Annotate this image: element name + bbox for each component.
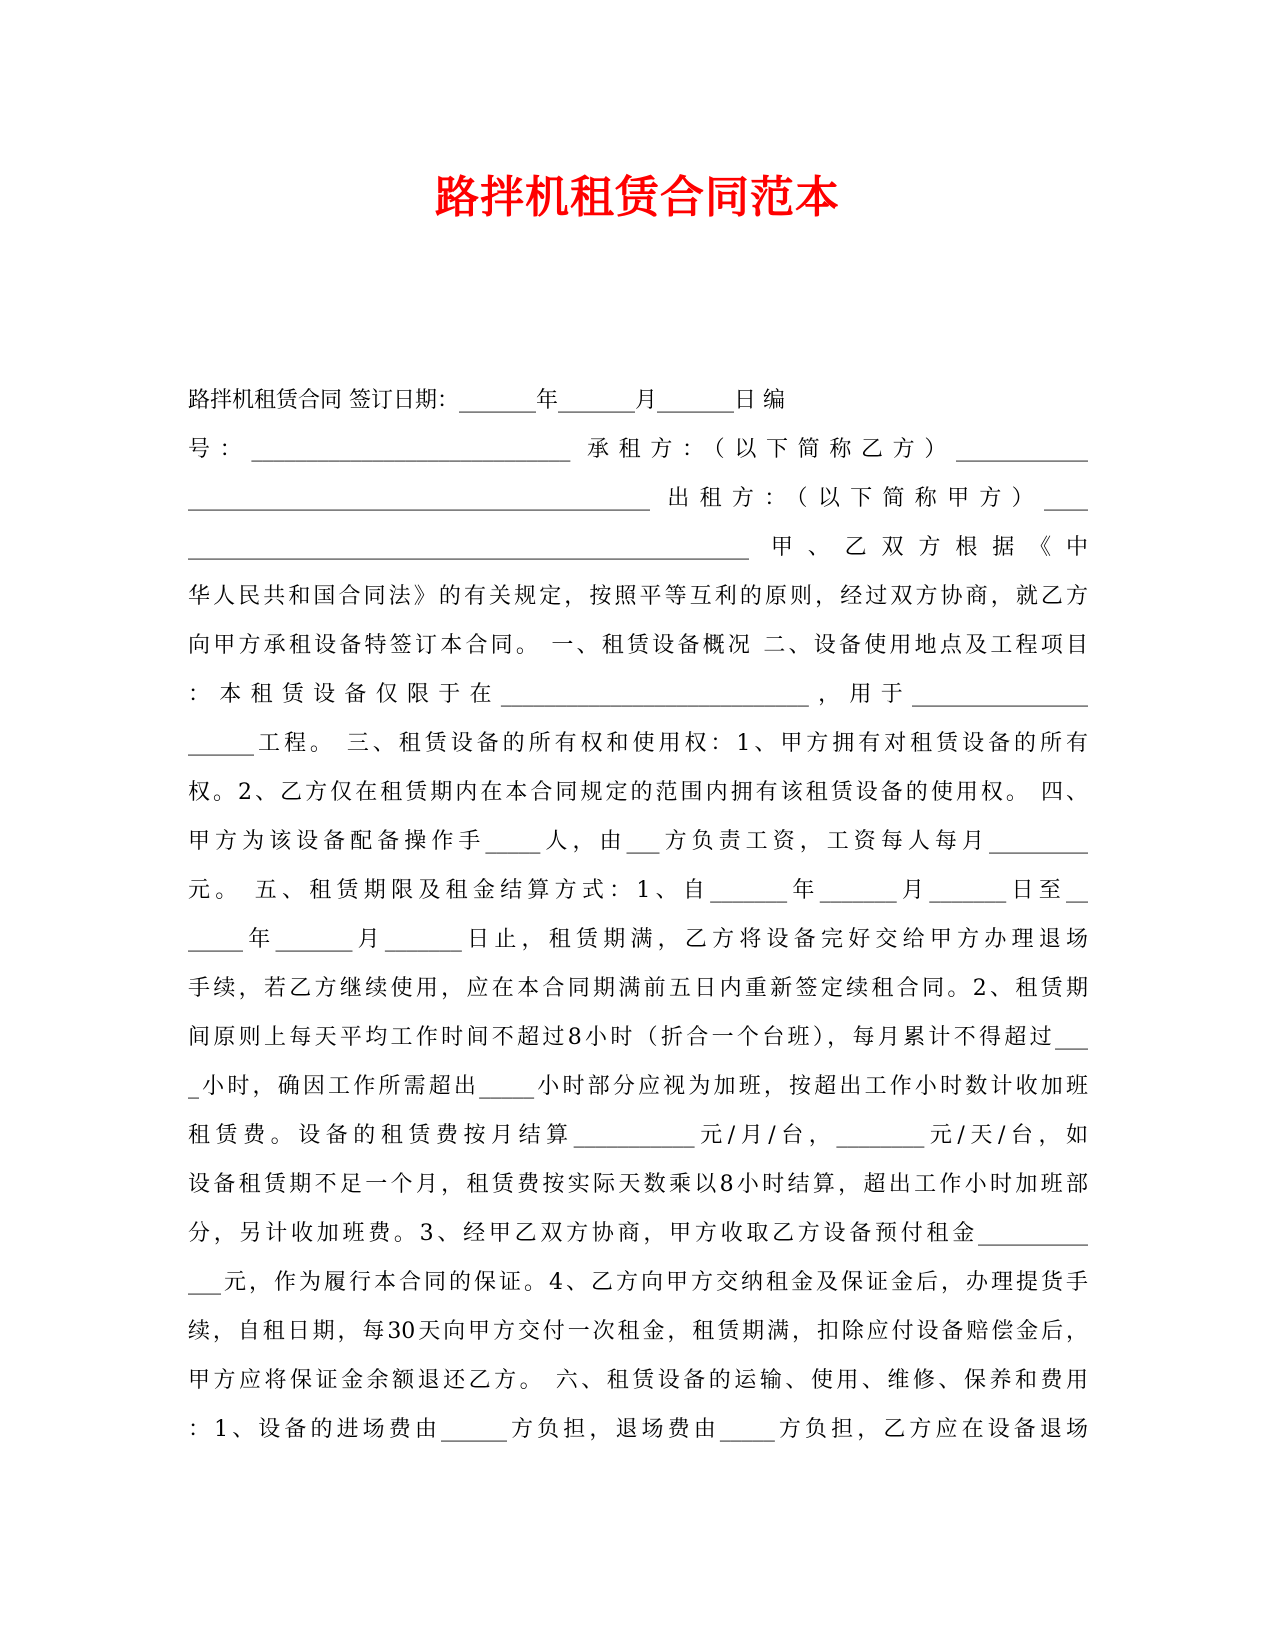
body-line: 路拌机租赁合同 签订日期：_______年_______月_______日 编 [188,388,785,413]
body-line: 手续，若乙方继续使用，应在本合同期满前五日内重新签定续租合同。2、租赁期 [188,976,1088,1001]
body-line: ___________________________________________________ 甲、乙双方根据《中 [188,535,1088,560]
body-line: ：1、设备的进场费由______方负担，退场费由_____方负担，乙方应在设备退场 [188,1417,1088,1442]
body-line: 租赁费。设备的租赁费按月结算___________元/月/台，________元/天/台，如 [188,1123,1088,1148]
document-title: 路拌机租赁合同范本 [435,172,840,223]
body-line: 甲方应将保证金余额退还乙方。 六、租赁设备的运输、使用、维修、保养和费用 [188,1368,1088,1393]
body-line: __________________________________________ 出租方：（以下简称甲方）____ [188,486,1088,511]
body-line: ______工程。 三、租赁设备的所有权和使用权：1、甲方拥有对租赁设备的所有 [188,731,1088,756]
body-line: 元。 五、租赁期限及租金结算方式：1、自_______年_______月_______日至__ [188,878,1088,903]
body-line: _____年_______月_______日止，租赁期满，乙方将设备完好交给甲方办理退场 [188,927,1088,952]
body-line: 权。2、乙方仅在租赁期内在本合同规定的范围内拥有该租赁设备的使用权。 四、 [188,780,1088,805]
body-line: 分，另计收加班费。3、经甲乙双方协商，甲方收取乙方设备预付租金__________ [188,1221,1088,1246]
body-line: ___元，作为履行本合同的保证。4、乙方向甲方交纳租金及保证金后，办理提货手 [188,1270,1088,1295]
body-line: 甲方为该设备配备操作手_____人，由___方负责工资，工资每人每月_________ [188,829,1088,854]
body-line: 华人民共和国合同法》的有关规定，按照平等互利的原则，经过双方协商，就乙方 [188,584,1088,609]
body-line: 续，自租日期，每30天向甲方交付一次租金，租赁期满，扣除应付设备赔偿金后， [188,1319,1088,1344]
body-line: ：本租赁设备仅限于在____________________________，用于________________ [188,682,1088,707]
body-line: 设备租赁期不足一个月，租赁费按实际天数乘以8小时结算，超出工作小时加班部 [188,1172,1088,1197]
body-line: 间原则上每天平均工作时间不超过8小时（折合一个台班），每月累计不得超过___ [188,1025,1088,1050]
document-body [188,376,1088,1454]
body-line: 号：_____________________________ 承租方：（以下简称乙方）____________ [188,437,1088,462]
body-line: 向甲方承租设备特签订本合同。 一、租赁设备概况 二、设备使用地点及工程项目 [188,633,1088,658]
body-line: _小时，确因工作所需超出_____小时部分应视为加班，按超出工作小时数计收加班 [188,1074,1088,1099]
